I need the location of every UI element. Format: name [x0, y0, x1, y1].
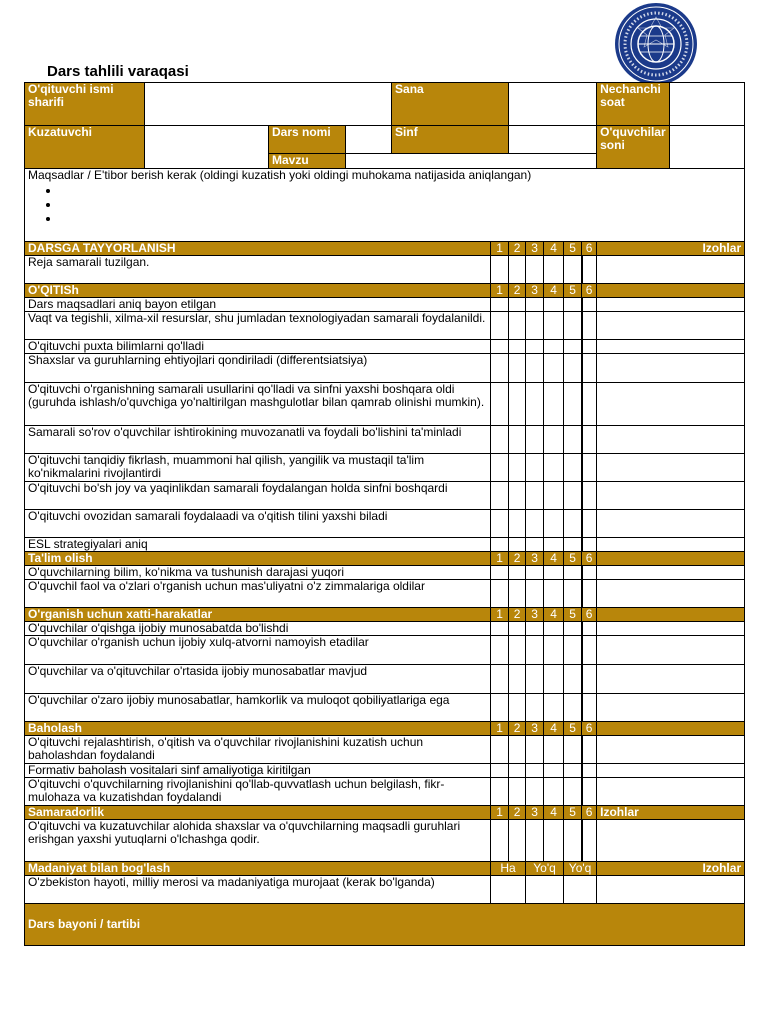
comment-cell[interactable] — [597, 426, 745, 454]
rating-5-cell[interactable] — [564, 538, 582, 552]
scale-1-header: 1 — [491, 284, 509, 298]
rating-5-cell[interactable] — [564, 312, 582, 340]
rating-4-cell[interactable] — [544, 580, 564, 608]
no-header-2: Yo'q — [564, 862, 597, 876]
observer-field[interactable] — [145, 126, 269, 169]
rating-4-cell[interactable] — [544, 538, 564, 552]
rating-5-cell[interactable] — [564, 566, 582, 580]
rating-5-cell[interactable] — [564, 778, 582, 806]
comment-cell[interactable] — [597, 312, 745, 340]
scale-5-header: 5 — [564, 284, 582, 298]
scale-4-header: 4 — [544, 608, 564, 622]
spacer-cell — [583, 383, 597, 426]
rating-5-cell[interactable] — [564, 426, 582, 454]
criterion-row: O'quvchilar o'qishga ijobiy munosabatda bo'lishdi — [25, 622, 491, 636]
rating-2-cell[interactable] — [509, 665, 526, 694]
lesson-name-label: Dars nomi — [269, 126, 346, 154]
scale-3-header: 3 — [526, 722, 544, 736]
criterion-row: Samarali so'rov o'quvchilar ishtirokining muvozanatli va foydali bo'lishini ta'minladi — [25, 426, 491, 454]
no-cell[interactable] — [526, 876, 564, 904]
scale-2-header: 2 — [509, 284, 526, 298]
rating-1-cell[interactable] — [491, 694, 509, 722]
rating-3-cell[interactable] — [526, 312, 544, 340]
comment-cell[interactable] — [597, 622, 745, 636]
goal-bullet — [60, 212, 741, 226]
goal-bullet — [60, 198, 741, 212]
section-header-learning: Ta'lim olish — [25, 552, 491, 566]
class-field[interactable] — [509, 126, 597, 154]
rating-1-cell[interactable] — [491, 298, 509, 312]
class-label: Sinf — [392, 126, 509, 154]
rating-5-cell[interactable] — [564, 622, 582, 636]
rating-5-cell[interactable] — [564, 340, 582, 354]
rating-3-cell[interactable] — [526, 354, 544, 383]
spacer-cell — [583, 256, 597, 284]
lesson-name-field[interactable] — [346, 126, 392, 154]
comment-cell[interactable] — [597, 354, 745, 383]
criterion-row: O'zbekiston hayoti, milliy merosi va madaniyatiga murojaat (kerak bo'lganda) — [25, 876, 491, 904]
rating-3-cell[interactable] — [526, 426, 544, 454]
rating-4-cell[interactable] — [544, 566, 564, 580]
rating-3-cell[interactable] — [526, 454, 544, 482]
scale-5-header: 5 — [564, 722, 582, 736]
rating-1-cell[interactable] — [491, 622, 509, 636]
scale-1-header: 1 — [491, 608, 509, 622]
criterion-row: Reja samarali tuzilgan. — [25, 256, 491, 284]
rating-1-cell[interactable] — [491, 454, 509, 482]
rating-2-cell[interactable] — [509, 580, 526, 608]
rating-2-cell[interactable] — [509, 312, 526, 340]
rating-1-cell[interactable] — [491, 510, 509, 538]
rating-3-cell[interactable] — [526, 636, 544, 665]
scale-1-header: 1 — [491, 806, 509, 820]
spacer-cell — [583, 510, 597, 538]
rating-1-cell[interactable] — [491, 312, 509, 340]
rating-1-cell[interactable] — [491, 566, 509, 580]
spacer-cell — [583, 566, 597, 580]
rating-1-cell[interactable] — [491, 256, 509, 284]
rating-2-cell[interactable] — [509, 298, 526, 312]
rating-3-cell[interactable] — [526, 665, 544, 694]
rating-5-cell[interactable] — [564, 383, 582, 426]
rating-5-cell[interactable] — [564, 354, 582, 383]
comment-cell[interactable] — [597, 736, 745, 764]
scale-6-header: 6 — [582, 552, 597, 566]
comment-cell[interactable] — [597, 566, 745, 580]
spacer-cell — [583, 622, 597, 636]
rating-2-cell[interactable] — [509, 538, 526, 552]
rating-5-cell[interactable] — [564, 665, 582, 694]
section-header-behaviour: O'rganish uchun xatti-harakatlar — [25, 608, 491, 622]
rating-5-cell[interactable] — [564, 482, 582, 510]
criterion-row: O'quvchilar o'zaro ijobiy munosabatlar, hamkorlik va muloqot qobiliyatlariga ega — [25, 694, 491, 722]
rating-2-cell[interactable] — [509, 354, 526, 383]
scale-5-header: 5 — [564, 242, 582, 256]
rating-5-cell[interactable] — [564, 820, 582, 862]
rating-2-cell[interactable] — [509, 636, 526, 665]
spacer-cell — [583, 636, 597, 665]
rating-1-cell[interactable] — [491, 580, 509, 608]
section-header-fill — [597, 722, 745, 736]
scale-4-header: 4 — [544, 552, 564, 566]
section-header-fill — [597, 608, 745, 622]
rating-4-cell[interactable] — [544, 482, 564, 510]
rating-1-cell[interactable] — [491, 482, 509, 510]
rating-4-cell[interactable] — [544, 340, 564, 354]
goals-box[interactable] — [25, 169, 745, 242]
scale-3-header: 3 — [526, 242, 544, 256]
lesson-narrative-box: Dars bayoni / tartibi — [25, 904, 745, 946]
criterion-row: O'qituvchi puxta bilimlarni qo'lladi — [25, 340, 491, 354]
rating-3-cell[interactable] — [526, 383, 544, 426]
section-header-teaching: O'QITISh — [25, 284, 491, 298]
comment-cell[interactable] — [597, 876, 745, 904]
spacer-cell — [583, 454, 597, 482]
rating-4-cell[interactable] — [544, 694, 564, 722]
comment-cell[interactable] — [597, 694, 745, 722]
rating-3-cell[interactable] — [526, 820, 544, 862]
rating-3-cell[interactable] — [526, 764, 544, 778]
topic-field[interactable] — [346, 154, 597, 169]
scale-4-header: 4 — [544, 806, 564, 820]
date-field[interactable] — [509, 83, 597, 126]
spacer-cell — [583, 736, 597, 764]
rating-1-cell[interactable] — [491, 778, 509, 806]
rating-4-cell[interactable] — [544, 354, 564, 383]
rating-4-cell[interactable] — [544, 665, 564, 694]
spacer-cell — [583, 764, 597, 778]
criterion-row: Dars maqsadlari aniq bayon etilgan — [25, 298, 491, 312]
section-header-assessment: Baholash — [25, 722, 491, 736]
scale-2-header: 2 — [509, 608, 526, 622]
comment-cell[interactable] — [597, 383, 745, 426]
spacer-cell — [583, 580, 597, 608]
rating-4-cell[interactable] — [544, 622, 564, 636]
scale-3-header: 3 — [526, 284, 544, 298]
lesson-hour-label: Nechanchi soat — [597, 83, 670, 126]
rating-5-cell[interactable] — [564, 454, 582, 482]
rating-4-cell[interactable] — [544, 383, 564, 426]
comment-cell[interactable] — [597, 778, 745, 806]
rating-3-cell[interactable] — [526, 778, 544, 806]
rating-1-cell[interactable] — [491, 426, 509, 454]
no-header: Yo'q — [526, 862, 564, 876]
spacer-cell — [583, 482, 597, 510]
yes-header: Ha — [491, 862, 526, 876]
criterion-row: Shaxslar va guruhlarning ehtiyojlari qondiriladi (differentsiatsiya) — [25, 354, 491, 383]
spacer-cell — [583, 354, 597, 383]
rating-2-cell[interactable] — [509, 736, 526, 764]
students-count-field[interactable] — [670, 126, 745, 169]
scale-3-header: 3 — [526, 806, 544, 820]
criterion-row: O'quvchilar va o'qituvchilar o'rtasida ijobiy munosabatlar mavjud — [25, 665, 491, 694]
scale-6-header: 6 — [582, 242, 597, 256]
comments-header: Izohlar — [597, 806, 745, 820]
rating-1-cell[interactable] — [491, 538, 509, 552]
rating-4-cell[interactable] — [544, 778, 564, 806]
scale-4-header: 4 — [544, 242, 564, 256]
section-header-fill — [597, 552, 745, 566]
school-seal-logo — [614, 2, 698, 86]
rating-3-cell[interactable] — [526, 298, 544, 312]
scale-1-header: 1 — [491, 722, 509, 736]
comment-cell[interactable] — [597, 764, 745, 778]
goals-bullets — [28, 184, 741, 226]
yes-cell[interactable] — [491, 876, 526, 904]
date-label: Sana — [392, 83, 509, 126]
scale-3-header: 3 — [526, 552, 544, 566]
topic-label: Mavzu — [269, 154, 346, 169]
criterion-row: O'quvchilarning bilim, ko'nikma va tushunish darajasi yuqori — [25, 566, 491, 580]
rating-5-cell[interactable] — [564, 298, 582, 312]
section-header-culture: Madaniyat bilan bog'lash — [25, 862, 491, 876]
rating-3-cell[interactable] — [526, 736, 544, 764]
comment-cell[interactable] — [597, 665, 745, 694]
rating-3-cell[interactable] — [526, 256, 544, 284]
criterion-row: O'qituvchi o'rganishning samarali usullarini qo'lladi va sinfni yaxshi boshqara oldi (guruhda ishlash/o'quvchiga yo'naltirilgan mashgulotlar bilan qamrab olinishi mumkin). — [25, 383, 491, 426]
rating-2-cell[interactable] — [509, 482, 526, 510]
comment-cell[interactable] — [597, 340, 745, 354]
rating-2-cell[interactable] — [509, 764, 526, 778]
criterion-row: Formativ baholash vositalari sinf amaliyotiga kiritilgan — [25, 764, 491, 778]
observer-label: Kuzatuvchi — [25, 126, 145, 169]
comment-cell[interactable] — [597, 580, 745, 608]
rating-2-cell[interactable] — [509, 566, 526, 580]
rating-5-cell[interactable] — [564, 256, 582, 284]
goals-text: Maqsadlar / E'tibor berish kerak (oldingi kuzatish yoki oldingi muhokama natijasida aniqlangan) — [28, 168, 532, 182]
rating-3-cell[interactable] — [526, 566, 544, 580]
spacer-cell — [583, 665, 597, 694]
rating-1-cell[interactable] — [491, 354, 509, 383]
comment-cell[interactable] — [597, 538, 745, 552]
rating-2-cell[interactable] — [509, 820, 526, 862]
rating-2-cell[interactable] — [509, 340, 526, 354]
rating-4-cell[interactable] — [544, 636, 564, 665]
criterion-row: O'qituvchi bo'sh joy va yaqinlikdan samarali foydalangan holda sinfni boshqardi — [25, 482, 491, 510]
rating-4-cell[interactable] — [544, 820, 564, 862]
rating-2-cell[interactable] — [509, 256, 526, 284]
spacer-cell — [583, 340, 597, 354]
rating-2-cell[interactable] — [509, 778, 526, 806]
scale-5-header: 5 — [564, 552, 582, 566]
goal-bullet — [60, 184, 741, 198]
scale-2-header: 2 — [509, 722, 526, 736]
rating-2-cell[interactable] — [509, 694, 526, 722]
criterion-row: O'qituvchi tanqidiy fikrlash, muammoni hal qilish, yangilik va mustaqil ta'lim ko'nikmalarini rivojlantirdi — [25, 454, 491, 482]
criterion-row: O'qituvchi va kuzatuvchilar alohida shaxslar va o'quvchilarning maqsadli guruhlari erishgan yaxshi yutuqlarni o'lchashga qodir. — [25, 820, 491, 862]
section-header-fill — [597, 284, 745, 298]
teacher-name-field[interactable] — [145, 83, 392, 126]
scale-3-header: 3 — [526, 608, 544, 622]
rating-1-cell[interactable] — [491, 636, 509, 665]
lesson-analysis-table — [24, 82, 745, 946]
scale-4-header: 4 — [544, 284, 564, 298]
rating-1-cell[interactable] — [491, 665, 509, 694]
rating-3-cell[interactable] — [526, 510, 544, 538]
rating-1-cell[interactable] — [491, 820, 509, 862]
rating-1-cell[interactable] — [491, 340, 509, 354]
scale-5-header: 5 — [564, 608, 582, 622]
teacher-name-label: O'qituvchi ismi sharifi — [25, 83, 145, 126]
rating-2-cell[interactable] — [509, 383, 526, 426]
scale-6-header: 6 — [582, 722, 597, 736]
comment-cell[interactable] — [597, 636, 745, 665]
rating-4-cell[interactable] — [544, 454, 564, 482]
scale-6-header: 6 — [582, 608, 597, 622]
spacer-cell — [583, 312, 597, 340]
criterion-row: O'qituvchi o'quvchilarning rivojlanishini qo'llab-quvvatlash uchun belgilash, fikr-mulohaza va kuzatishdan foydalandi — [25, 778, 491, 806]
rating-1-cell[interactable] — [491, 764, 509, 778]
lesson-hour-field[interactable] — [670, 83, 745, 126]
comment-cell[interactable] — [597, 820, 745, 862]
rating-5-cell[interactable] — [564, 694, 582, 722]
rating-4-cell[interactable] — [544, 510, 564, 538]
criterion-row: O'quvchil faol va o'zlari o'rganish uchun mas'uliyatni o'z zimmalariga oldilar — [25, 580, 491, 608]
rating-4-cell[interactable] — [544, 312, 564, 340]
rating-4-cell[interactable] — [544, 256, 564, 284]
criterion-row: Vaqt va tegishli, xilma-xil resurslar, shu jumladan texnologiyadan samarali foydalanildi. — [25, 312, 491, 340]
rating-5-cell[interactable] — [564, 636, 582, 665]
rating-4-cell[interactable] — [544, 298, 564, 312]
spacer-cell — [583, 778, 597, 806]
no-cell-2[interactable] — [564, 876, 597, 904]
rating-3-cell[interactable] — [526, 694, 544, 722]
comment-cell[interactable] — [597, 298, 745, 312]
rating-3-cell[interactable] — [526, 622, 544, 636]
criterion-row: O'quvchilar o'rganish uchun ijobiy xulq-atvorni namoyish etadilar — [25, 636, 491, 665]
students-count-label: O'quvchilar soni — [597, 126, 670, 169]
page-title: Dars tahlili varaqasi — [47, 63, 189, 80]
scale-2-header: 2 — [509, 552, 526, 566]
comments-header: Izohlar — [597, 862, 745, 876]
spacer-cell — [583, 694, 597, 722]
comment-cell[interactable] — [597, 256, 745, 284]
rating-4-cell[interactable] — [544, 736, 564, 764]
spacer-cell — [583, 820, 597, 862]
scale-1-header: 1 — [491, 242, 509, 256]
rating-5-cell[interactable] — [564, 510, 582, 538]
criterion-row: ESL strategiyalari aniq — [25, 538, 491, 552]
rating-5-cell[interactable] — [564, 764, 582, 778]
comment-cell[interactable] — [597, 482, 745, 510]
scale-6-header: 6 — [582, 284, 597, 298]
scale-5-header: 5 — [564, 806, 582, 820]
scale-4-header: 4 — [544, 722, 564, 736]
comments-header: Izohlar — [597, 242, 745, 256]
rating-1-cell[interactable] — [491, 736, 509, 764]
comment-cell[interactable] — [597, 454, 745, 482]
rating-4-cell[interactable] — [544, 426, 564, 454]
section-header-effectiveness: Samaradorlik — [25, 806, 491, 820]
criterion-row: O'qituvchi ovozidan samarali foydalaadi va o'qitish tilini yaxshi biladi — [25, 510, 491, 538]
scale-2-header: 2 — [509, 242, 526, 256]
rating-5-cell[interactable] — [564, 580, 582, 608]
scale-6-header: 6 — [582, 806, 597, 820]
section-header-preparation: DARSGA TAYYORLANISH — [25, 242, 491, 256]
scale-1-header: 1 — [491, 552, 509, 566]
rating-3-cell[interactable] — [526, 538, 544, 552]
rating-3-cell[interactable] — [526, 482, 544, 510]
rating-5-cell[interactable] — [564, 736, 582, 764]
rating-3-cell[interactable] — [526, 340, 544, 354]
rating-2-cell[interactable] — [509, 622, 526, 636]
spacer-cell — [583, 538, 597, 552]
spacer-cell — [583, 298, 597, 312]
criterion-row: O'qituvchi rejalashtirish, o'qitish va o'quvchilar rivojlanishini kuzatish uchun baholashdan foydalandi — [25, 736, 491, 764]
rating-1-cell[interactable] — [491, 383, 509, 426]
rating-2-cell[interactable] — [509, 454, 526, 482]
rating-4-cell[interactable] — [544, 764, 564, 778]
rating-2-cell[interactable] — [509, 510, 526, 538]
comment-cell[interactable] — [597, 510, 745, 538]
spacer-cell — [583, 426, 597, 454]
rating-2-cell[interactable] — [509, 426, 526, 454]
scale-2-header: 2 — [509, 806, 526, 820]
rating-3-cell[interactable] — [526, 580, 544, 608]
